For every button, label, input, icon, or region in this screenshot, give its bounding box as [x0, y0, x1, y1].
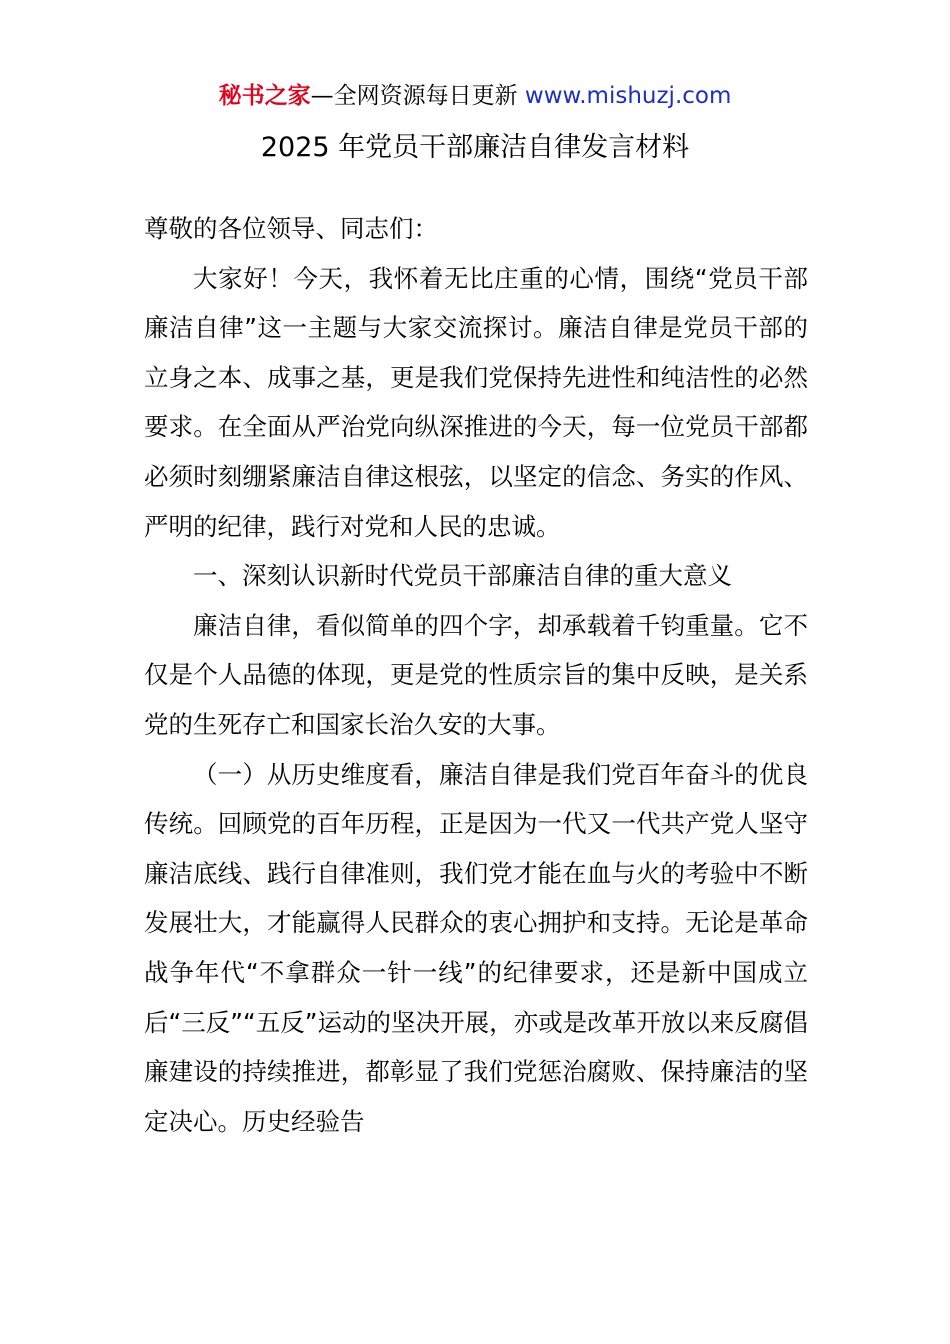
salutation: 尊敬的各位领导、同志们：	[144, 214, 438, 243]
site-tagline: —全网资源每日更新	[310, 83, 525, 109]
paragraph: 廉洁自律，看似简单的四个字，却承载着千钧重量。它不仅是个人品德的体现，更是党的性质宗旨的集中反映，是关系党的生死存亡和国家长治久安的大事。	[144, 610, 808, 739]
section-heading: 一、深刻认识新时代党员干部廉洁自律的重大意义	[193, 561, 732, 591]
site-header	[0, 80, 950, 112]
site-url-link[interactable]: www.mishuzj.com	[524, 83, 732, 109]
document-title: 2025 年党员干部廉洁自律发言材料	[260, 132, 690, 163]
paragraph: （一）从历史维度看，廉洁自律是我们党百年奋斗的优良传统。回顾党的百年历程，正是因为一代又一代共产党人坚守廉洁底线、践行自律准则，我们党才能在血与火的考验中不断发展壮大，才能赢得人民群众的衷心拥护和支持。无论是革命战争年代“不拿群众一针一线”的纪律要求，还是新中国成立后“三反”“五反”运动的坚决开展，亦或是改革开放以来反腐倡廉建设的持续推进，都彰显了我们党惩治腐败、保持廉洁的坚定决心。历史经验告	[144, 759, 808, 1136]
paragraph-intro: 大家好！今天，我怀着无比庄重的心情，围绕“党员干部廉洁自律”这一主题与大家交流探讨。廉洁自律是党员干部的立身之本、成事之基，更是我们党保持先进性和纯洁性的必然要求。在全面从严治党向纵深推进的今天，每一位党员干部都必须时刻绷紧廉洁自律这根弦，以坚定的信念、务实的作风、严明的纪律，践行对党和人民的忠诚。	[144, 263, 808, 541]
site-brand: 秘书之家	[218, 83, 311, 109]
document-body	[144, 204, 808, 1146]
